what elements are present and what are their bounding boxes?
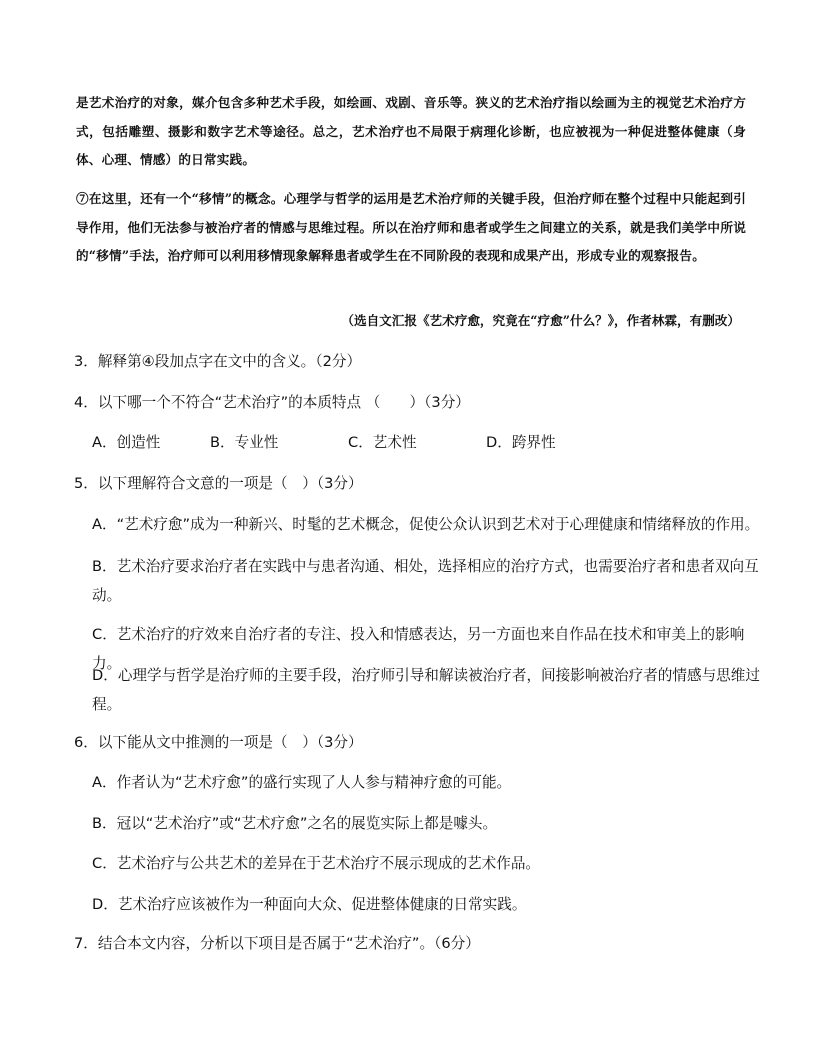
- question-6-option-a: A．作者认为“艺术疗愈”的盛行实现了人人参与精神疗愈的可能。: [92, 774, 512, 791]
- question-5-option-c: C．艺术治疗的疗效来自治疗者的专注、投入和情感表达，另一方面也来自作品在技术和审美上的影响力。: [92, 626, 745, 672]
- question-3: 3．解释第④段加点字在文中的含义。（2分）: [74, 353, 362, 370]
- question-6-option-b: B．冠以“艺术治疗”或“艺术疗愈”之名的展览实际上都是噱头。: [92, 815, 498, 832]
- question-6: 6．以下能从文中推测的一项是（ ）（3分）: [74, 734, 363, 751]
- question-5-option-b: B．艺术治疗要求治疗者在实践中与患者沟通、相处，选择相应的治疗方式，也需要治疗者和患者双向互动。: [92, 558, 759, 604]
- question-4-option-a: A．创造性: [92, 434, 161, 451]
- question-4-option-b: B．专业性: [210, 434, 279, 451]
- question-4: 4．以下哪一个不符合“艺术治疗”的本质特点 （ ）（3分）: [74, 394, 470, 411]
- question-6-option-c: C．艺术治疗与公共艺术的差异在于艺术治疗不展示现成的艺术作品。: [92, 855, 541, 872]
- question-6-option-d: D．艺术治疗应该被作为一种面向大众、促进整体健康的日常实践。: [92, 896, 527, 913]
- question-4-option-d: D．跨界性: [486, 434, 556, 451]
- passage-paragraph-continued: 是艺术治疗的对象，媒介包含多种艺术手段，如绘画、戏剧、音乐等。狭义的艺术治疗指以绘画为主的视觉艺术治疗方式，包括雕塑、摄影和数字艺术等途径。总之，艺术治疗也不局限于病理化诊断，也应被视为一种促进整体健康（身体、心理、情感）的日常实践。: [76, 95, 746, 167]
- passage-paragraph-7: ⑦在这里，还有一个“移情”的概念。心理学与哲学的运用是艺术治疗师的关键手段，但治疗师在整个过程中只能起到引导作用，他们无法参与被治疗者的情感与思维过程。所以在治疗师和患者或学生之间建立的关系，就是我们美学中所说的“移情”手法，治疗师可以利用移情现象解释患者或学生在不同阶段的表现和成果产出，形成专业的观察报告。: [76, 191, 746, 263]
- question-4-options: [92, 431, 592, 455]
- question-5-option-a: A．“艺术疗愈”成为一种新兴、时髦的艺术概念，促使公众认识到艺术对于心理健康和情绪释放的作用。: [92, 516, 760, 533]
- question-4-option-c: C．艺术性: [348, 434, 417, 451]
- passage-source: （选自文汇报《艺术疗愈，究竟在“疗愈”什么？》，作者林霖，有删改）: [341, 313, 740, 328]
- question-5: 5．以下理解符合文意的一项是（ ）（3分）: [74, 475, 363, 492]
- question-5-option-d: D．心理学与哲学是治疗师的主要手段，治疗师引导和解读被治疗者，间接影响被治疗者的情感与思维过程。: [92, 667, 760, 713]
- question-7: 7．结合本文内容，分析以下项目是否属于“艺术治疗”。（6分）: [74, 935, 480, 952]
